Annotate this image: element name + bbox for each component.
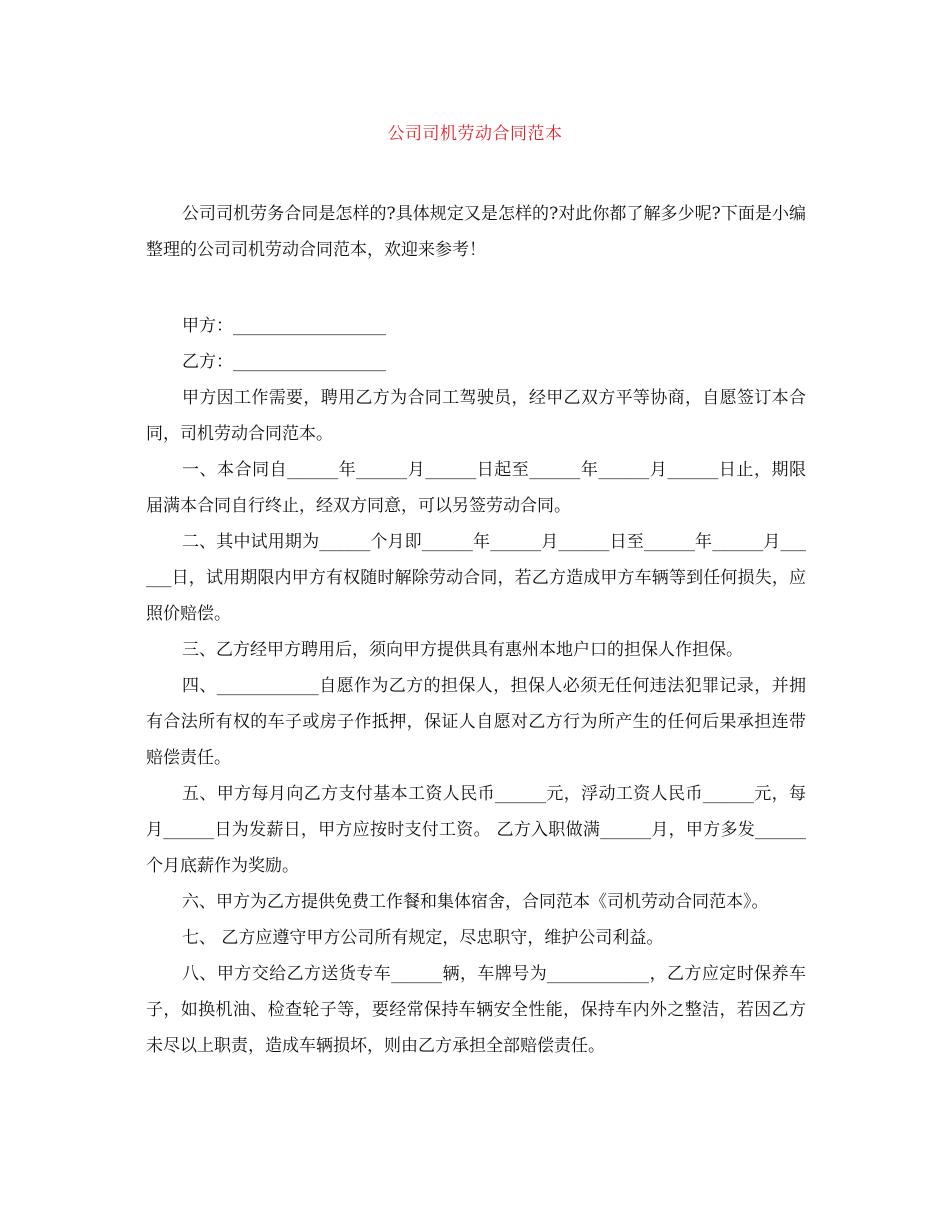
contract-clause-1: 一、本合同自______年______月______日起至______年______月______日止，期限届满本合同自行终止，经双方同意，可以另签劳动合同。 — [146, 460, 806, 516]
contract-clause-4: 四、____________自愿作为乙方的担保人，担保人必须无任何违法犯罪记录，并拥有合法所有权的车子或房子作抵押，保证人自愿对乙方行为所产生的任何后果承担连带赔偿责任。 — [146, 676, 806, 768]
contract-clause-8: 八、甲方交给乙方送货专车______辆，车牌号为____________，乙方应定时保养车子，如换机油、检查轮子等，要经常保持车辆安全性能，保持车内外之整洁，若因乙方未尽以上职责，造成车辆损坏，则由乙方承担全部赔偿责任。 — [146, 964, 806, 1056]
party-a-line: 甲方：__________________ — [182, 316, 386, 336]
intro-paragraph: 公司司机劳务合同是怎样的?具体规定又是怎样的?对此你都了解多少呢?下面是小编整理的公司司机劳动合同范本，欢迎来参考！ — [146, 204, 806, 260]
contract-paragraph-preamble: 甲方因工作需要，聘用乙方为合同工驾驶员，经甲乙双方平等协商，自愿签订本合同，司机劳动合同范本。 — [146, 388, 806, 444]
contract-clause-6: 六、甲方为乙方提供免费工作餐和集体宿舍，合同范本《司机劳动合同范本》。 — [182, 892, 769, 912]
contract-clause-2: 二、其中试用期为______个月即______年______月______日至______年______月______日，试用期限内甲方有权随时解除劳动合同，若乙方造成甲方车辆等到任何损失，应照价赔偿。 — [146, 532, 806, 624]
party-b-line: 乙方：__________________ — [182, 352, 386, 372]
contract-clause-3: 三、乙方经甲方聘用后，须向甲方提供具有惠州本地户口的担保人作担保。 — [182, 640, 743, 660]
document-body — [146, 196, 806, 1064]
contract-clause-5: 五、甲方每月向乙方支付基本工资人民币______元，浮动工资人民币______元，每月______日为发薪日，甲方应按时支付工资。 乙方入职做满______月，甲方多发______个月底薪作为奖励。 — [146, 784, 806, 876]
contract-clause-7: 七、 乙方应遵守甲方公司所有规定，尽忠职守，维护公司利益。 — [182, 928, 664, 948]
document-title: 公司司机劳动合同范本 — [387, 124, 563, 144]
